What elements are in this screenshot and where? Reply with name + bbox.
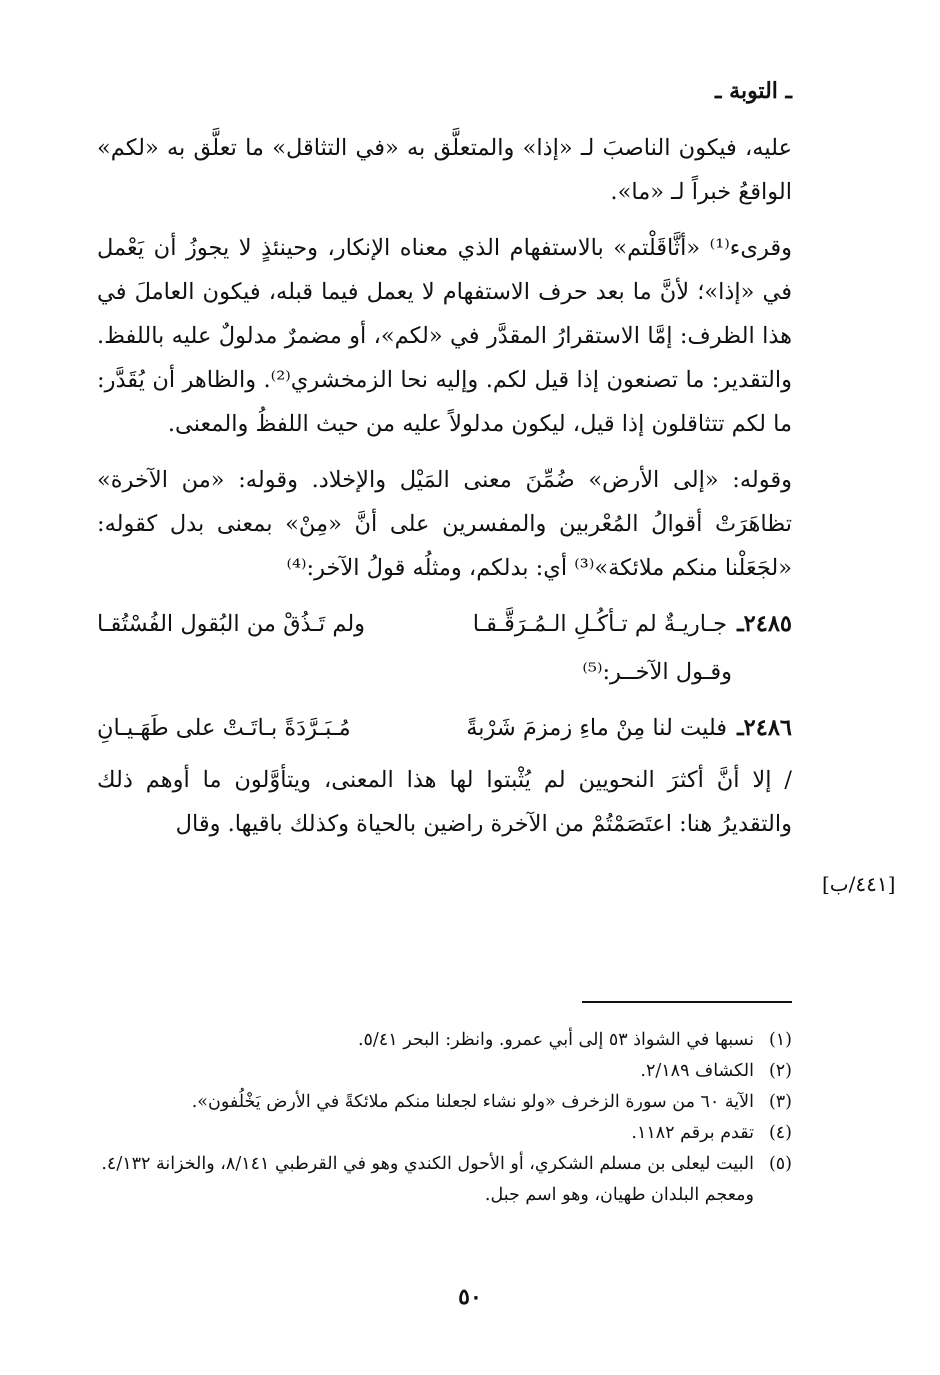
- verse-2486: [97, 706, 792, 750]
- verse-second-hemistich: ولم تَـذُقْ من البُقول الفُسْتُقـا: [97, 611, 366, 637]
- footnote-number: (٥): [768, 1154, 792, 1174]
- verse-2485: [97, 602, 792, 646]
- footnote-text: نسبها في الشواذ ٥٣ إلى أبي عمرو. وانظر: البحر ٥/٤١.: [357, 1030, 754, 1050]
- footnote-text: تقدم برقم ١١٨٢.: [631, 1123, 754, 1143]
- footnote: [92, 1056, 792, 1087]
- footnote: [92, 1149, 792, 1211]
- footnote-text: الآية ٦٠ من سورة الزخرف «ولو نشاء لجعلنا منكم ملائكةً في الأرض يَخْلُفون».: [191, 1092, 754, 1112]
- verse-second-hemistich: مُـبَـرَّدَةً بـاتَـتْ على طَهَـيـانِ: [97, 715, 351, 741]
- manuscript-folio-marker: [٤٤١/ب]: [822, 872, 896, 896]
- paragraph: وقوله: «إلى الأرض» ضُمِّنَ معنى المَيْل والإخلاد. وقوله: «من الآخرة» تظاهَرَتْ أقوالُ المُعْربين والمفسرين على أنَّ «مِنْ» بمعنى بدل كقوله: «لجَعَلْنا منكم ملائكة»⁽³⁾ أي: بدلكم، ومثلُه قولُ الآخر:⁽⁴⁾: [97, 467, 792, 581]
- running-header: ـ التوبة ـ: [715, 78, 792, 104]
- footnote-divider: [582, 1001, 792, 1003]
- footnote: [92, 1087, 792, 1118]
- footnote-number: (١): [768, 1030, 792, 1050]
- footnote: [92, 1025, 792, 1056]
- footnote-text: الكشاف ٢/١٨٩.: [640, 1061, 754, 1081]
- verse-intro: وقـول الآخــر:⁽⁵⁾: [582, 659, 732, 685]
- footnote-number: (٤): [768, 1123, 792, 1143]
- main-text: [97, 126, 792, 846]
- verse-first-hemistich: جـاريـةٌ لم تـأكُـلِ الـمُـرَقَّـقـا: [472, 611, 728, 637]
- page-number: ٥٠: [458, 1284, 482, 1310]
- verse-number: ٢٤٨٦ـ: [737, 715, 792, 741]
- paragraph: عليه، فيكون الناصبَ لـ «إذا» والمتعلَّق به «في التثاقل» ما تعلَّق به «لكم» الواقعُ خبراً لـ «ما».: [97, 135, 792, 205]
- verse-number: ٢٤٨٥ـ: [737, 611, 792, 637]
- footnote: [92, 1118, 792, 1149]
- footnotes: [92, 1025, 792, 1211]
- paragraph: / إلا أنَّ أكثرَ النحويين لم يُثْبتوا لها هذا المعنى، ويتأوَّلون ما أوهم ذلك والتقديرُ هنا: اعتَصَمْتُمْ من الآخرة راضين بالحياة وكذلك باقيها. وقال: [97, 767, 792, 837]
- footnote-text: البيت ليعلى بن مسلم الشكري، أو الأحول الكندي وهو في القرطبي ٨/١٤١، والخزانة ٤/١٣٢. ومعجم البلدان طهيان، وهو اسم جبل.: [101, 1154, 754, 1205]
- footnote-number: (٢): [768, 1061, 792, 1081]
- verse-first-hemistich: فليت لنا مِنْ ماءِ زمزمَ شَرْبةً: [466, 715, 728, 741]
- paragraph: وقرىء⁽¹⁾ «أثَّاقَلْتم» بالاستفهام الذي معناه الإنكار، وحينئذٍ لا يجوزُ أن يَعْمل في «إذا»؛ لأنَّ ما بعد حرف الاستفهام لا يعمل فيما قبله، فيكون العاملَ في هذا الظرف: إمَّا الاستقرارُ المقدَّر في «لكم»، أو مضمرٌ مدلولٌ عليه باللفظ. والتقدير: ما تصنعون إذا قيل لكم. وإليه نحا الزمخشري⁽²⁾. والظاهر أن يُقَدَّر: ما لكم تتثاقلون إذا قيل، ليكون مدلولاً عليه من حيث اللفظُ والمعنى.: [97, 235, 793, 437]
- footnote-number: (٣): [768, 1092, 792, 1112]
